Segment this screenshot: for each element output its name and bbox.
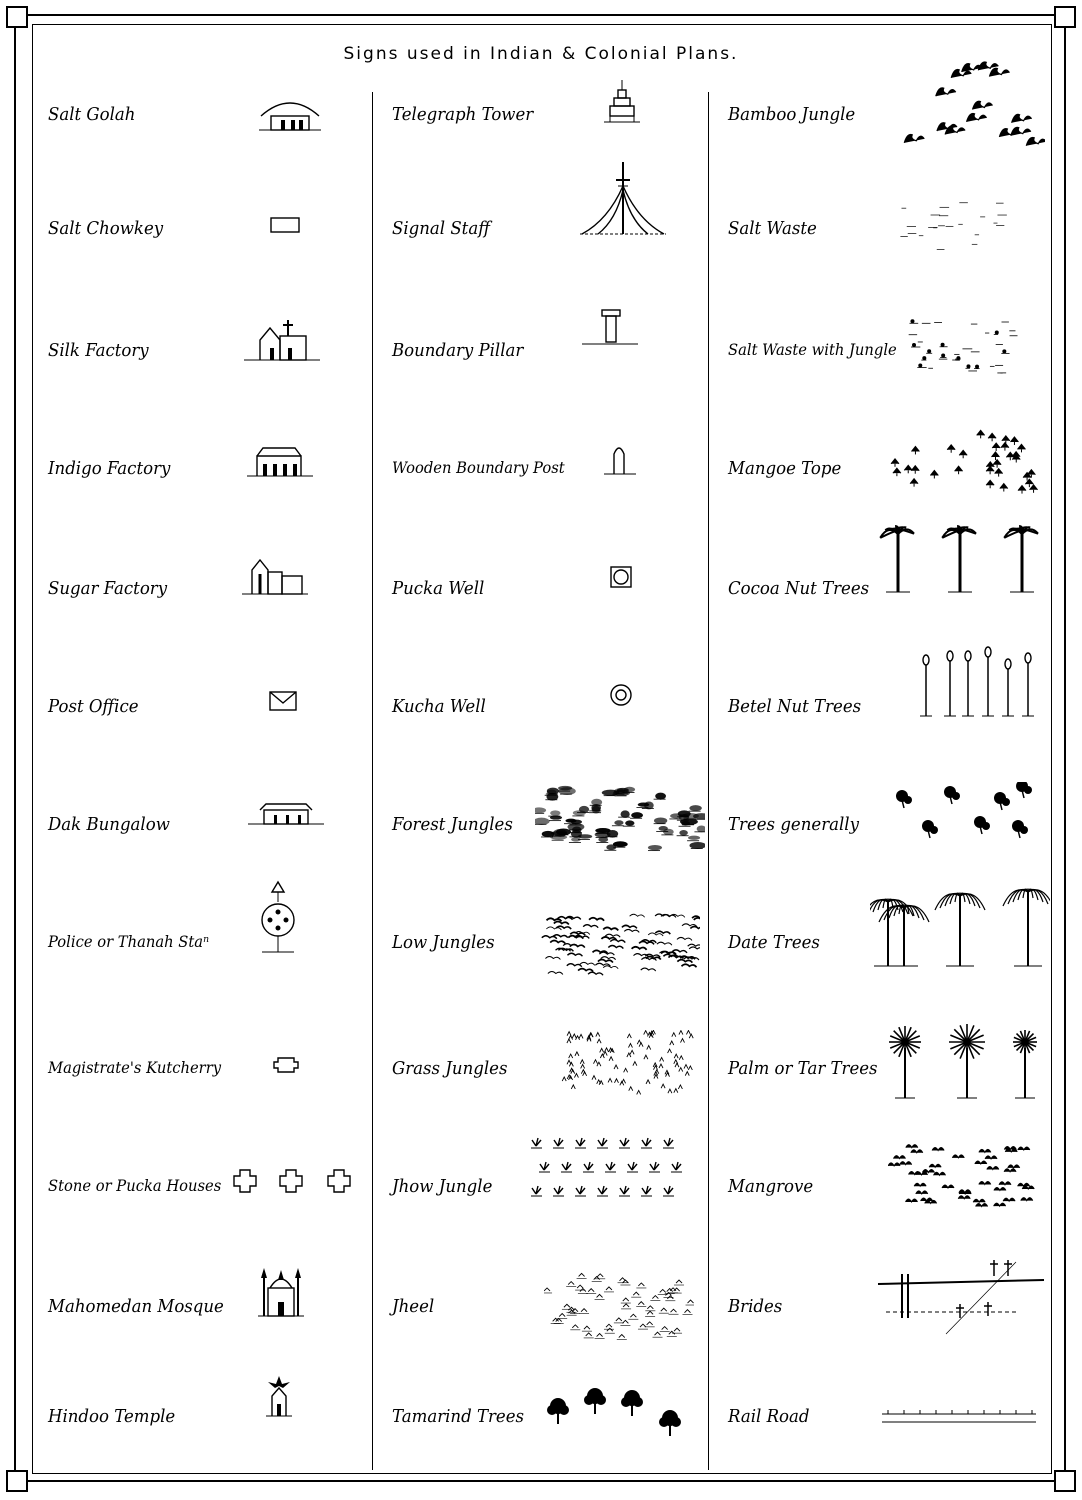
legend-label: Jheel [392,1296,435,1317]
bridge-icon [876,1254,1046,1344]
legend-label: Telegraph Tower [392,104,534,125]
legend-label: Wooden Boundary Post [392,458,565,477]
dak-bungalow-icon [246,800,326,830]
legend-label: Date Trees [728,932,820,953]
corner-bottom-right [1054,1470,1076,1492]
grass-jungle-icon [555,1030,695,1100]
salt-golah-icon [255,94,325,134]
temple-icon [262,1374,296,1422]
legend-label: Police or Thanah Staⁿ [48,932,210,951]
palm-trees-icon [885,1018,1045,1104]
mangrove-icon [888,1142,1038,1212]
wooden-post-icon [600,440,640,480]
legend-label: Tamarind Trees [392,1406,525,1427]
legend-label: Hindoo Temple [48,1406,176,1427]
legend-label: Indigo Factory [48,458,171,479]
legend-label: Bamboo Jungle [728,104,856,125]
mango-tope-icon [890,428,1040,498]
legend-label: Salt Waste [728,218,817,239]
tamarind-trees-icon [540,1376,690,1446]
silk-factory-icon [242,316,322,366]
legend-label: Jhow Jungle [392,1176,493,1197]
low-jungle-icon [540,910,700,980]
legend-label: Mangrove [728,1176,814,1197]
legend-label: Kucha Well [392,696,486,717]
jheel-icon [544,1272,694,1342]
pucka-houses-icon [232,1166,362,1198]
kutcherry-icon [268,1052,304,1078]
legend-label: Salt Golah [48,104,136,125]
legend-label: Trees generally [728,814,859,835]
legend-label: Cocoa Nut Trees [728,578,870,599]
police-station-icon [256,880,300,960]
legend-label: Sugar Factory [48,578,168,599]
post-office-icon [266,688,302,714]
signal-staff-icon [578,160,668,240]
legend-label: Grass Jungles [392,1058,508,1079]
telegraph-tower-icon [600,78,644,128]
column-divider-1 [372,92,373,1470]
betel-nut-trees-icon [910,644,1044,722]
legend-label: Silk Factory [48,340,149,361]
legend-label: Mahomedan Mosque [48,1296,224,1317]
legend-label: Dak Bungalow [48,814,170,835]
boundary-pillar-icon [580,306,640,350]
kucha-well-icon [606,680,636,710]
legend-label: Mangoe Tope [728,458,842,479]
legend-label: Post Office [48,696,139,717]
salt-waste-icon [900,198,1010,258]
forest-jungle-icon [535,784,705,854]
coconut-trees-icon [878,512,1048,596]
legend-label: Palm or Tar Trees [728,1058,878,1079]
legend-label: Signal Staff [392,218,490,239]
rail-road-icon [880,1400,1040,1430]
pucka-well-icon [606,562,636,592]
date-trees-icon [870,882,1050,970]
salt-chowkey-icon [265,214,305,238]
legend-label: Betel Nut Trees [728,696,862,717]
corner-top-left [6,6,28,28]
legend-label: Magistrate's Kutcherry [48,1058,222,1077]
mosque-icon [256,1266,306,1322]
bamboo-jungle-icon [885,60,1045,150]
legend-label: Pucka Well [392,578,485,599]
corner-bottom-left [6,1470,28,1492]
corner-top-right [1054,6,1076,28]
page-title: Signs used in Indian & Colonial Plans. [343,44,739,64]
column-divider-2 [708,92,709,1470]
salt-waste-jungle-icon [905,318,1025,378]
jhow-jungle-icon [530,1132,700,1212]
legend-label: Salt Chowkey [48,218,164,239]
sugar-factory-icon [240,550,310,600]
indigo-factory-icon [245,442,315,482]
legend-label: Stone or Pucka Houses [48,1176,222,1195]
legend-label: Salt Waste with Jungle [728,340,897,359]
trees-generally-icon [890,782,1040,846]
legend-label: Rail Road [728,1406,810,1427]
legend-label: Boundary Pillar [392,340,524,361]
legend-label: Brides [728,1296,783,1317]
legend-label: Low Jungles [392,932,495,953]
legend-label: Forest Jungles [392,814,513,835]
